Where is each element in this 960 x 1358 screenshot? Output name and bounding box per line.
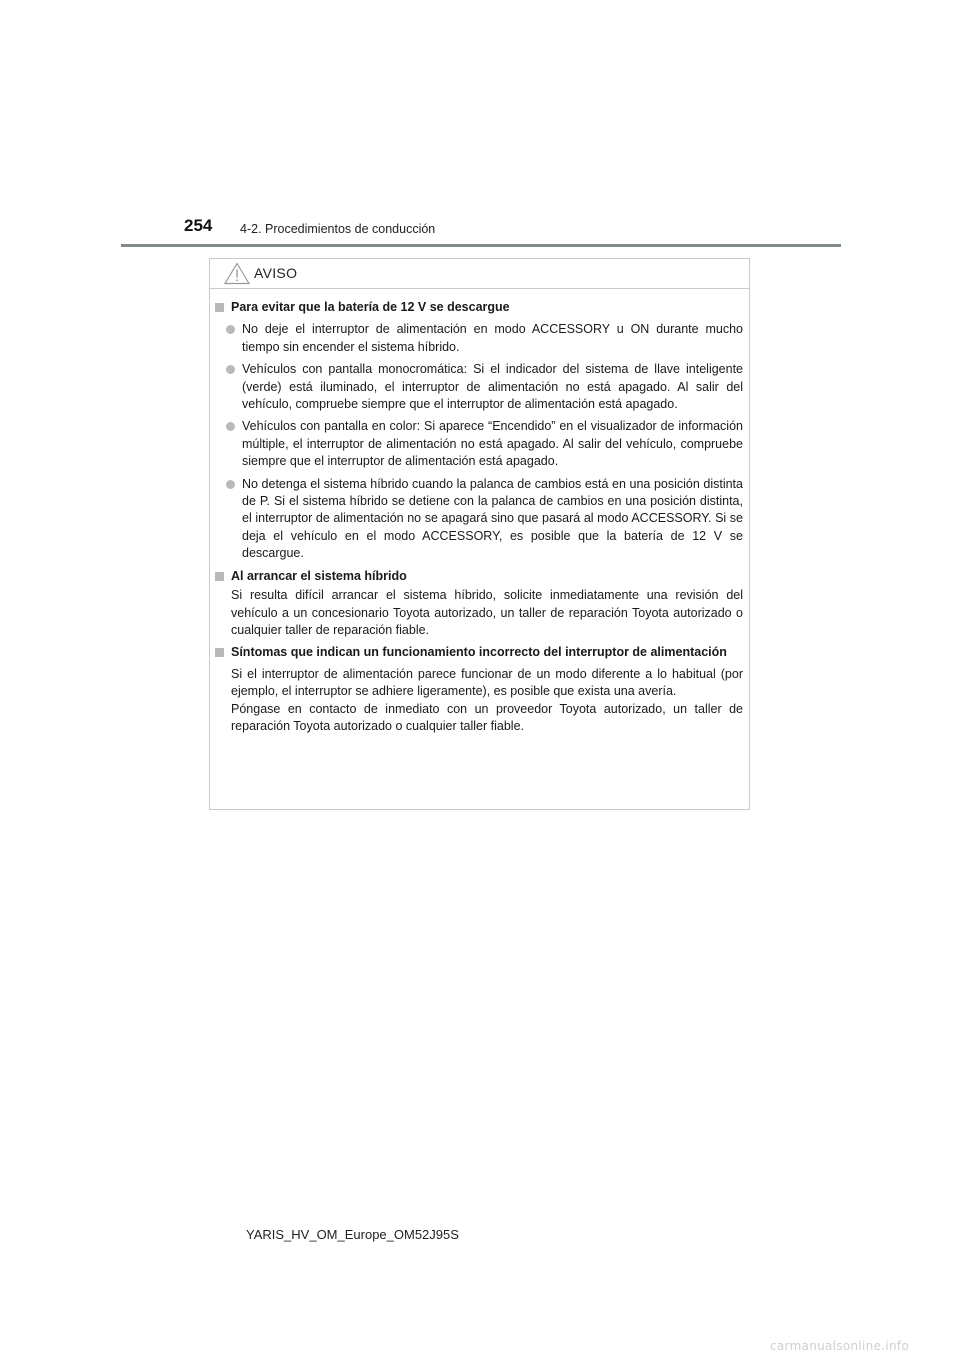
bullet-text: No detenga el sistema híbrido cuando la palanca de cambios está en una posición distinta de P. Si el sistema híbrido se detiene con la palanca de cambios en una posición distinta, el interruptor de alimentación no se apagará sino que pasará al modo ACCESSORY. Si se deja el vehículo en el modo ACCESSORY, es posible que la batería de 12 V se descargue. <box>242 476 743 561</box>
section-heading-battery <box>212 299 745 316</box>
circle-bullet-icon <box>226 365 235 374</box>
section-heading-symptoms <box>212 644 745 661</box>
warning-triangle-icon <box>224 262 250 285</box>
header-rule <box>121 244 841 247</box>
section-heading-starting <box>212 568 745 585</box>
bullet-item <box>210 321 743 356</box>
circle-bullet-icon <box>226 480 235 489</box>
notice-body <box>210 299 749 735</box>
warning-notice-box <box>209 258 750 810</box>
square-bullet-icon <box>215 303 224 312</box>
document-code: YARIS_HV_OM_Europe_OM52J95S <box>246 1227 459 1242</box>
heading-text: Al arrancar el sistema híbrido <box>231 568 407 583</box>
square-bullet-icon <box>215 648 224 657</box>
bullet-item <box>210 476 743 563</box>
bullet-item <box>210 361 743 413</box>
bullet-item <box>210 418 743 470</box>
notice-title: AVISO <box>254 265 298 281</box>
circle-bullet-icon <box>226 325 235 334</box>
watermark: carmanualsonline.info <box>770 1339 910 1353</box>
notice-header <box>210 259 749 289</box>
heading-text: Síntomas que indican un funcionamiento incorrecto del interruptor de alimentación <box>231 645 727 660</box>
bullet-text: No deje el interruptor de alimentación en modo ACCESSORY u ON durante mucho tiempo sin encender el sistema híbrido. <box>242 322 743 354</box>
bullet-text: Vehículos con pantalla monocromática: Si el indicador del sistema de llave inteligente (verde) está iluminado, el interruptor de alimentación no está apagado. Al salir del vehículo, compruebe siempre que el interruptor de alimentación está apagado. <box>242 362 743 412</box>
section-title: 4-2. Procedimientos de conducción <box>240 222 436 236</box>
paragraph: Póngase en contacto de inmediato con un proveedor Toyota autorizado, un taller de reparación Toyota autorizado o cualquier taller fiable. <box>231 701 743 733</box>
heading-text: Para evitar que la batería de 12 V se descargue <box>231 300 510 314</box>
paragraph: Si el interruptor de alimentación parece funcionar de un modo diferente a lo habitual (por ejemplo, el interruptor se adhiere ligeramente), es posible que exista una avería. <box>231 666 743 699</box>
page-number: 254 <box>184 216 213 235</box>
square-bullet-icon <box>215 572 224 581</box>
bullet-text: Vehículos con pantalla en color: Si aparece “Encendido” en el visualizador de información múltiple, el interruptor de alimentación no está apagado. Al salir del vehículo, compruebe siempre que el interruptor de alimentación está apagado. <box>242 419 743 469</box>
paragraph: Si resulta difícil arrancar el sistema híbrido, solicite inmediatamente una revisión del vehículo a un concesionario Toyota autorizado, un taller de reparación Toyota autorizado o cualquier taller de reparación fiable. <box>231 588 743 637</box>
circle-bullet-icon <box>226 422 235 431</box>
